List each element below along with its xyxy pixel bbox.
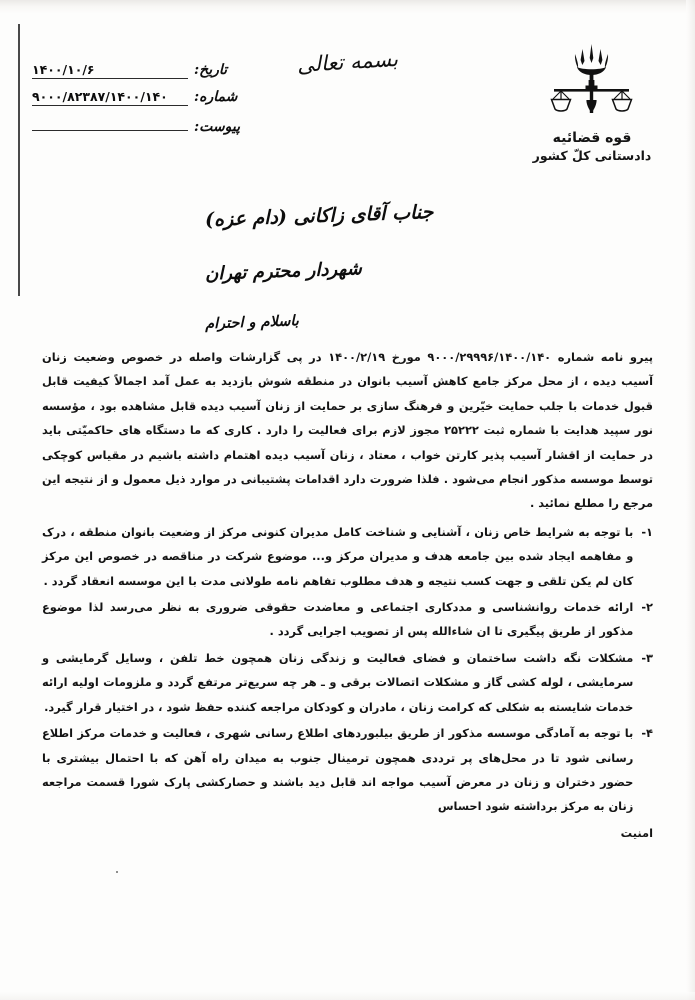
scan-edge-bottom	[0, 992, 695, 1000]
item-marker: ۲-	[641, 600, 653, 615]
date-label: تاریخ:	[194, 62, 228, 78]
list-item	[42, 595, 653, 644]
attachment-value[interactable]	[32, 116, 188, 131]
addressee-block	[204, 201, 635, 285]
item-text: مشکلات نگه داشت ساختمان و فضای فعالیت و زندگی زنان همچون خط تلفن ، وسایل گرمایشی و سرمایشی ، لوله کشی گاز و مشکلات اتصالات برقی و ـ هر چه سریع‌تر مرتفع گردد و ملزومات اولیه ارائه خدمات شایسته به شکلی که کرامت زنان ، مادران و کودکان مراجعه کننده حفظ شود ، در اختیار قرار گیرد.	[42, 650, 634, 714]
closing-word: امنیت	[620, 825, 653, 840]
list-item	[42, 520, 653, 593]
list-item	[42, 646, 653, 719]
emblem-organization: قوه قضائیه	[552, 130, 632, 146]
numbered-items-list	[42, 520, 653, 819]
letter-body	[42, 345, 653, 857]
meta-row-number	[32, 89, 240, 116]
scan-edge-top	[0, 0, 695, 14]
addressee-role: شهردار محترم تهران	[204, 258, 363, 285]
attachment-label: پیوست:	[194, 119, 240, 135]
letter-meta-fields	[32, 62, 240, 143]
scan-speck	[116, 871, 118, 873]
item-text: با توجه به آمادگی موسسه مذکور از طریق بیلبوردهای اطلاع رسانی شهری ، فعالیت و خدمات مرکز اطلاع رسانی شود تا در محل‌های پر ترددی همچون ترمینال جنوب به میدان راه آهن که با احتمال بیشتری با حضور دختران و زنان در معرض آسیب مواجه اند قابل دید باشند و حصارکشی پارک شورا قسمت مراجعه زنان به مرکز برداشته شود احساس	[42, 726, 634, 814]
addressee-name: جناب آقای زاکانی (دام عزه)	[204, 201, 434, 231]
number-value[interactable]: ۹۰۰۰/۸۲۳۸۷/۱۴۰۰/۱۴۰	[32, 89, 188, 106]
invocation-besmeh-taala: بسمه تعالی	[296, 46, 399, 78]
salutation: باسلام و احترام	[204, 312, 300, 333]
item-marker: ۴-	[641, 726, 653, 741]
meta-row-date	[32, 62, 240, 89]
item-text: ارائه خدمات روانشناسی و مددکاری اجتماعی و معاضدت حقوقی ضروری به نظر می‌رسد لذا موضوع مذکور از طریق پیگیری تا ان شاءالله پس از تصویب اجرایی گردد .	[42, 600, 634, 639]
item-marker: ۱-	[641, 524, 653, 539]
item-marker: ۳-	[641, 650, 653, 665]
body-paragraph: پیرو نامه شماره ۹۰۰۰/۲۹۹۹۶/۱۴۰۰/۱۴۰ مورخ ۱۴۰۰/۲/۱۹ در پی گزارشات واصله در خصوص وضعیت زنان آسیب دیده ، از محل مرکز جامع کاهش آسیب بانوان در منطقه شوش بازدید به عمل آمد اجمالاً کیفیت قابل قبول خدمات با جلب حمایت خیّرین و فرهنگ سازی بر حمایت از زنان آسیب دیده قابل مشاهده بود ، مؤسسه نور سپید هدایت با شماره ثبت ۲۵۲۲۲ مجوز لازم برای فعالیت را دارد . کاری که ما دستگاه های حاکمیّتی باید در حمایت از اقشار آسیب پذیر کارتن خواب ، معتاد ، زنان آسیب دیده اهتمام داشته باشیم در مقیاس کوچکی توسط موسسه مذکور انجام می‌شود . فلذا ضرورت دارد اقدامات پشتیبانی در موارد ذیل معمول و از نتیجه این مرجع را مطلع نمائید .	[42, 350, 653, 511]
emblem-department: دادستانی کلّ کشور	[532, 148, 652, 164]
list-item	[42, 721, 653, 819]
item-text: با توجه به شرایط خاص زنان ، آشنایی و شناخت کامل مدیران کنونی مرکز از وضعیت بانوان منطقه ، درک و مفاهمه ایجاد شده بین جامعه هدف و مدیران مرکز و... موضوع شرکت در مناقصه در خصوص این مرکز کان لم یکن تلقی و جهت کسب نتیجه و هدف مطلوب تفاهم نامه طولانی مدت با این موسسه انعقاد گردد .	[42, 524, 634, 588]
meta-row-attachment	[32, 116, 240, 143]
scan-edge-right	[686, 0, 695, 1000]
left-margin-rule	[18, 24, 20, 296]
date-value[interactable]: ۱۴۰۰/۱۰/۶	[32, 62, 188, 79]
number-label: شماره:	[194, 89, 238, 105]
